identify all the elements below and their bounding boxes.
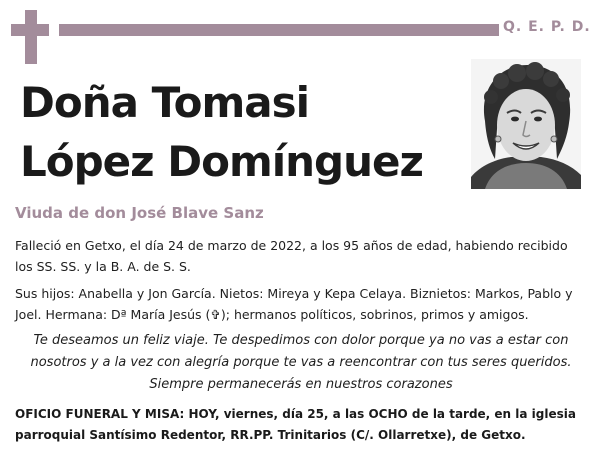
cross-vertical-bar [25,10,37,64]
funeral-service-paragraph: OFICIO FUNERAL Y MISA: HOY, viernes, día 25, a las OCHO de la tarde, en la iglesia parroquial Santísimo Redentor, RR.PP. Trinitarios (C/. Ollarretxe), de Getxo. [15,407,576,442]
widow-subtitle: Viuda de don José Blave Sanz [15,204,264,222]
cross-horizontal-bar [11,24,49,36]
deceased-name-line-2: López Domínguez [20,137,423,186]
deceased-portrait [471,59,581,189]
death-notice-paragraph: Falleció en Getxo, el día 24 de marzo de 2022, a los 95 años de edad, habiendo recibido los SS. SS. y la B. A. de S. S. [15,238,568,274]
deceased-name-line-1: Doña Tomasi [20,78,310,127]
family-paragraph: Sus hijos: Anabella y Jon García. Nietos: Mireya y Kepa Celaya. Biznietos: Markos, Pablo y Joel. Hermana: Dª María Jesús (✞); hermanos políticos, sobrinos, primos y amigos. [15,286,573,322]
farewell-quote: Te deseamos un feliz viaje. Te despedimos con dolor porque ya no vas a estar con nosotros y a la vez con alegría porque te vas a reencontrar con tus seres queridos. Siempre permanecerás en nuestros corazones [30,333,572,392]
qepd-label: Q. E. P. D. [503,19,591,35]
header-rule [59,24,499,36]
